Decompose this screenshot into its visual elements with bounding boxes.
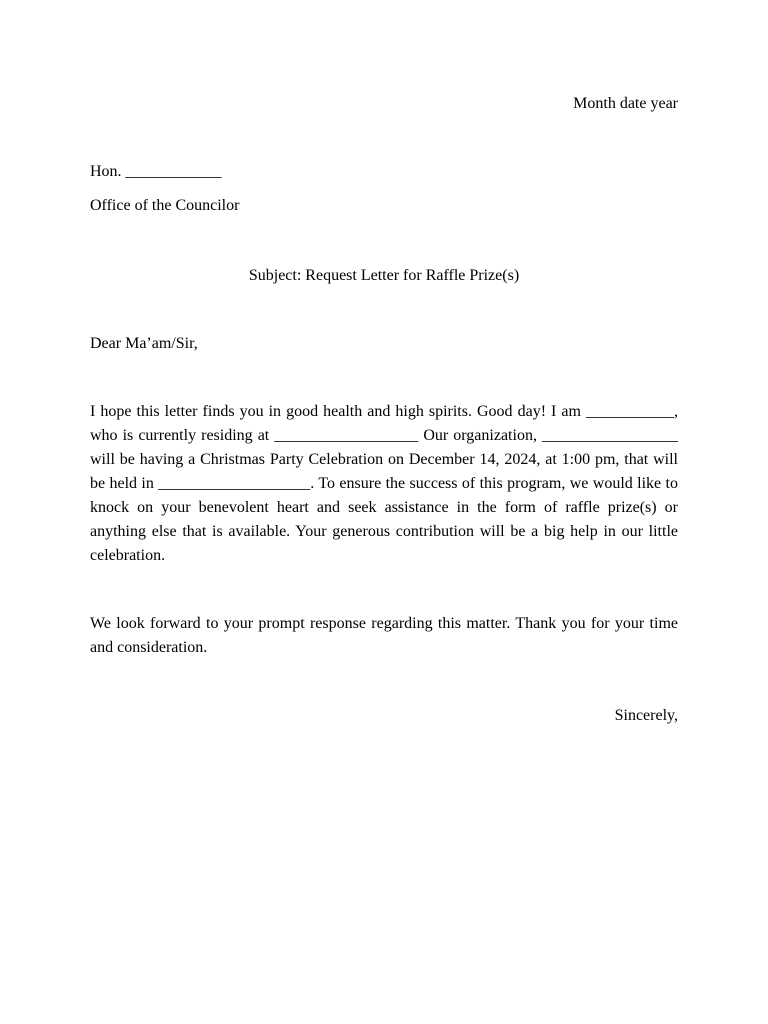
body-paragraph-2: We look forward to your prompt response regarding this matter. Thank you for your time and consideration. xyxy=(90,615,678,656)
recipient-name: Hon. ____________ xyxy=(90,163,222,180)
letter-date: Month date year xyxy=(573,95,678,112)
recipient-office: Office of the Councilor xyxy=(90,197,240,214)
letter-subject: Subject: Request Letter for Raffle Prize(s) xyxy=(248,267,520,284)
letter-closing: Sincerely, xyxy=(614,707,678,724)
letter-salutation: Dear Ma’am/Sir, xyxy=(90,335,198,352)
body-paragraph-1: I hope this letter finds you in good health and high spirits. Good day! I am ___________, who is currently residing at __________________ Our organization, _________________ will be having a Christmas Party Celebration on December 14, 2024, at 1:00 pm, that will be held in ___________________. To ensure the success of this program, we would like to knock on your benevolent heart and seek assistance in the form of raffle prize(s) or anything else that is available. Your generous contribution will be a big help in our little celebration. xyxy=(90,403,678,564)
